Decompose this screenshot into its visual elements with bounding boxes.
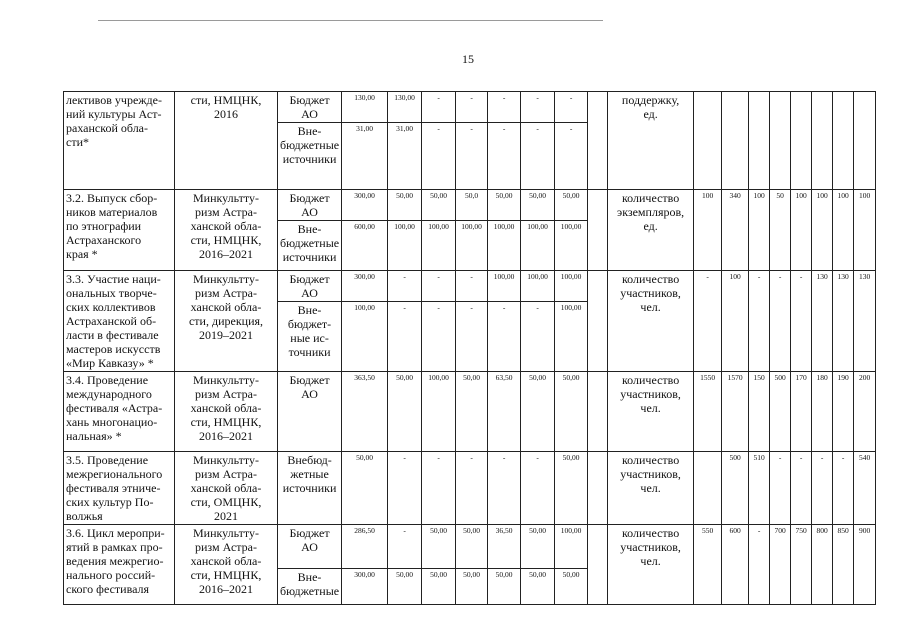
indicator-value-cell: 540 [854, 452, 876, 525]
funding-value-cell: 50,00 [388, 569, 422, 605]
funding-source-cell: Вне- бюджетные [278, 569, 342, 605]
executor-cell: Минкультту- ризм Астра- ханской обла- сти, НМЦНК, 2016–2021 [175, 525, 278, 605]
executor-cell: сти, НМЦНК, 2016 [175, 92, 278, 190]
funding-value-cell: - [388, 525, 422, 569]
indicator-value-cell: 130 [854, 271, 876, 372]
funding-value-cell: 363,50 [342, 372, 388, 452]
funding-value-cell: 31,00 [342, 123, 388, 190]
indicator-value-cell [722, 92, 749, 190]
page-number: 15 [462, 52, 474, 66]
funding-value-cell: - [488, 123, 521, 190]
funding-value-cell: 63,50 [488, 372, 521, 452]
funding-value-cell: - [422, 271, 456, 302]
funding-source-cell: Бюджет АО [278, 525, 342, 569]
funding-value-cell: - [555, 92, 588, 123]
funding-value-cell: 36,50 [488, 525, 521, 569]
funding-value-cell: 100,00 [555, 525, 588, 569]
funding-value-cell: - [456, 452, 488, 525]
indicator-value-cell: - [791, 452, 812, 525]
activity-name-cell: 3.4. Проведение международного фестиваля «Астра- хань многонацио- нальная» * [64, 372, 175, 452]
funding-value-cell: 50,00 [521, 190, 555, 221]
funding-value-cell: 50,00 [521, 372, 555, 452]
funding-value-cell: - [388, 302, 422, 372]
indicator-value-cell: 100 [833, 190, 854, 271]
spacer-cell [588, 525, 608, 605]
indicator-value-cell: 500 [770, 372, 791, 452]
table-row [64, 525, 876, 569]
program-table [63, 91, 876, 605]
indicator-value-cell: 510 [749, 452, 770, 525]
indicator-value-cell: - [791, 271, 812, 372]
funding-value-cell: - [521, 123, 555, 190]
indicator-value-cell: - [770, 271, 791, 372]
indicator-value-cell: 100 [722, 271, 749, 372]
funding-value-cell: 100,00 [488, 221, 521, 271]
indicator-value-cell: 750 [791, 525, 812, 605]
funding-source-cell: Вне- бюджетные источники [278, 123, 342, 190]
table-row [64, 372, 876, 452]
activity-name-cell: 3.6. Цикл меропри- ятий в рамках про- ведения межрегио- нального россий- ского фестиваля [64, 525, 175, 605]
activity-name-cell: 3.3. Участие наци- ональных творче- ских коллективов Астраханской об- ласти в фестивале мастеров искусств «Мир Кавказу» * [64, 271, 175, 372]
funding-value-cell: 100,00 [521, 221, 555, 271]
indicator-value-cell: 900 [854, 525, 876, 605]
table-row [64, 271, 876, 302]
funding-value-cell: 100,00 [456, 221, 488, 271]
indicator-value-cell: 1570 [722, 372, 749, 452]
spacer-cell [588, 372, 608, 452]
indicator-value-cell: 100 [812, 190, 833, 271]
funding-value-cell: - [521, 92, 555, 123]
funding-value-cell: 50,00 [456, 372, 488, 452]
executor-cell: Минкультту- ризм Астра- ханской обла- сти, ОМЦНК, 2021 [175, 452, 278, 525]
funding-value-cell: 600,00 [342, 221, 388, 271]
indicator-unit-cell: количество экземпляров, ед. [608, 190, 694, 271]
table-row [64, 190, 876, 221]
funding-value-cell: 50,00 [555, 372, 588, 452]
funding-source-cell: Бюджет АО [278, 372, 342, 452]
indicator-value-cell [791, 92, 812, 190]
indicator-value-cell: - [694, 271, 722, 372]
funding-value-cell: 50,00 [422, 190, 456, 221]
indicator-value-cell [833, 92, 854, 190]
funding-value-cell: - [422, 92, 456, 123]
indicator-value-cell: 130 [833, 271, 854, 372]
funding-source-cell: Бюджет АО [278, 92, 342, 123]
funding-source-cell: Вне- бюджетные источники [278, 221, 342, 271]
funding-value-cell: 50,00 [422, 569, 456, 605]
funding-value-cell: 50,00 [388, 372, 422, 452]
executor-cell: Минкультту- ризм Астра- ханской обла- сти, НМЦНК, 2016–2021 [175, 372, 278, 452]
indicator-value-cell: 200 [854, 372, 876, 452]
indicator-value-cell: 100 [749, 190, 770, 271]
funding-value-cell: 100,00 [555, 221, 588, 271]
indicator-unit-cell: поддержку, ед. [608, 92, 694, 190]
funding-value-cell: 100,00 [488, 271, 521, 302]
indicator-value-cell: - [749, 271, 770, 372]
funding-value-cell: 100,00 [422, 221, 456, 271]
indicator-value-cell: 850 [833, 525, 854, 605]
funding-value-cell: 100,00 [555, 302, 588, 372]
funding-value-cell: 50,00 [456, 569, 488, 605]
funding-value-cell: 50,0 [456, 190, 488, 221]
indicator-value-cell: 550 [694, 525, 722, 605]
activity-name-cell: 3.2. Выпуск сбор- ников материалов по этнографии Астраханского края * [64, 190, 175, 271]
funding-value-cell: - [456, 123, 488, 190]
indicator-value-cell: 180 [812, 372, 833, 452]
funding-value-cell: 100,00 [555, 271, 588, 302]
activity-name-cell: 3.5. Проведение межрегионального фестиваля этниче- ских культур По- волжья [64, 452, 175, 525]
funding-value-cell: - [388, 452, 422, 525]
table-row [64, 92, 876, 123]
indicator-value-cell [694, 92, 722, 190]
funding-value-cell: 50,00 [521, 569, 555, 605]
indicator-value-cell: 1550 [694, 372, 722, 452]
indicator-value-cell: 340 [722, 190, 749, 271]
funding-source-cell: Бюджет АО [278, 271, 342, 302]
indicator-value-cell: 190 [833, 372, 854, 452]
funding-value-cell: - [388, 271, 422, 302]
funding-value-cell: 300,00 [342, 190, 388, 221]
spacer-cell [588, 452, 608, 525]
indicator-value-cell: - [770, 452, 791, 525]
funding-source-cell: Внебюд- жетные источники [278, 452, 342, 525]
indicator-value-cell: 600 [722, 525, 749, 605]
funding-value-cell: 100,00 [521, 271, 555, 302]
funding-value-cell: - [422, 302, 456, 372]
indicator-unit-cell: количество участников, чел. [608, 525, 694, 605]
indicator-value-cell: 50 [770, 190, 791, 271]
executor-cell: Минкультту- ризм Астра- ханской обла- сти, дирекция, 2019–2021 [175, 271, 278, 372]
funding-value-cell: - [456, 302, 488, 372]
indicator-value-cell: 700 [770, 525, 791, 605]
executor-cell: Минкультту- ризм Астра- ханской обла- сти, НМЦНК, 2016–2021 [175, 190, 278, 271]
funding-value-cell: 50,00 [456, 525, 488, 569]
funding-value-cell: - [521, 302, 555, 372]
indicator-value-cell [770, 92, 791, 190]
funding-value-cell: 300,00 [342, 569, 388, 605]
indicator-unit-cell: количество участников, чел. [608, 372, 694, 452]
indicator-value-cell [749, 92, 770, 190]
indicator-value-cell [854, 92, 876, 190]
indicator-value-cell: - [833, 452, 854, 525]
table-row [64, 452, 876, 525]
funding-value-cell: 100,00 [342, 302, 388, 372]
funding-value-cell: - [422, 452, 456, 525]
indicator-value-cell [694, 452, 722, 525]
activity-name-cell: лективов учрежде- ний культуры Аст- раханской обла- сти* [64, 92, 175, 190]
funding-value-cell: 50,00 [555, 569, 588, 605]
funding-value-cell: 100,00 [422, 372, 456, 452]
funding-value-cell: 50,00 [342, 452, 388, 525]
funding-value-cell: 31,00 [388, 123, 422, 190]
funding-value-cell: - [488, 452, 521, 525]
funding-value-cell: 286,50 [342, 525, 388, 569]
indicator-value-cell: 100 [694, 190, 722, 271]
funding-value-cell: 50,00 [521, 525, 555, 569]
indicator-value-cell: - [749, 525, 770, 605]
funding-value-cell: 130,00 [342, 92, 388, 123]
indicator-value-cell: 800 [812, 525, 833, 605]
funding-source-cell: Бюджет АО [278, 190, 342, 221]
indicator-value-cell [812, 92, 833, 190]
indicator-unit-cell: количество участников, чел. [608, 271, 694, 372]
funding-value-cell: - [422, 123, 456, 190]
funding-value-cell: 300,00 [342, 271, 388, 302]
spacer-cell [588, 271, 608, 372]
indicator-unit-cell: количество участников, чел. [608, 452, 694, 525]
indicator-value-cell: 130 [812, 271, 833, 372]
funding-source-cell: Вне- бюджет- ные ис- точники [278, 302, 342, 372]
indicator-value-cell: 500 [722, 452, 749, 525]
funding-value-cell: 100,00 [388, 221, 422, 271]
top-rule [98, 20, 603, 21]
indicator-value-cell: - [812, 452, 833, 525]
funding-value-cell: - [456, 92, 488, 123]
funding-value-cell: 50,00 [488, 569, 521, 605]
funding-value-cell: - [488, 92, 521, 123]
spacer-cell [588, 190, 608, 271]
indicator-value-cell: 100 [854, 190, 876, 271]
funding-value-cell: - [521, 452, 555, 525]
funding-value-cell: 50,00 [388, 190, 422, 221]
funding-value-cell: 50,00 [555, 452, 588, 525]
funding-value-cell: 50,00 [555, 190, 588, 221]
spacer-cell [588, 92, 608, 190]
funding-value-cell: 50,00 [422, 525, 456, 569]
indicator-value-cell: 150 [749, 372, 770, 452]
indicator-value-cell: 170 [791, 372, 812, 452]
funding-value-cell: 130,00 [388, 92, 422, 123]
funding-value-cell: - [456, 271, 488, 302]
funding-value-cell: - [555, 123, 588, 190]
indicator-value-cell: 100 [791, 190, 812, 271]
funding-value-cell: 50,00 [488, 190, 521, 221]
funding-value-cell: - [488, 302, 521, 372]
